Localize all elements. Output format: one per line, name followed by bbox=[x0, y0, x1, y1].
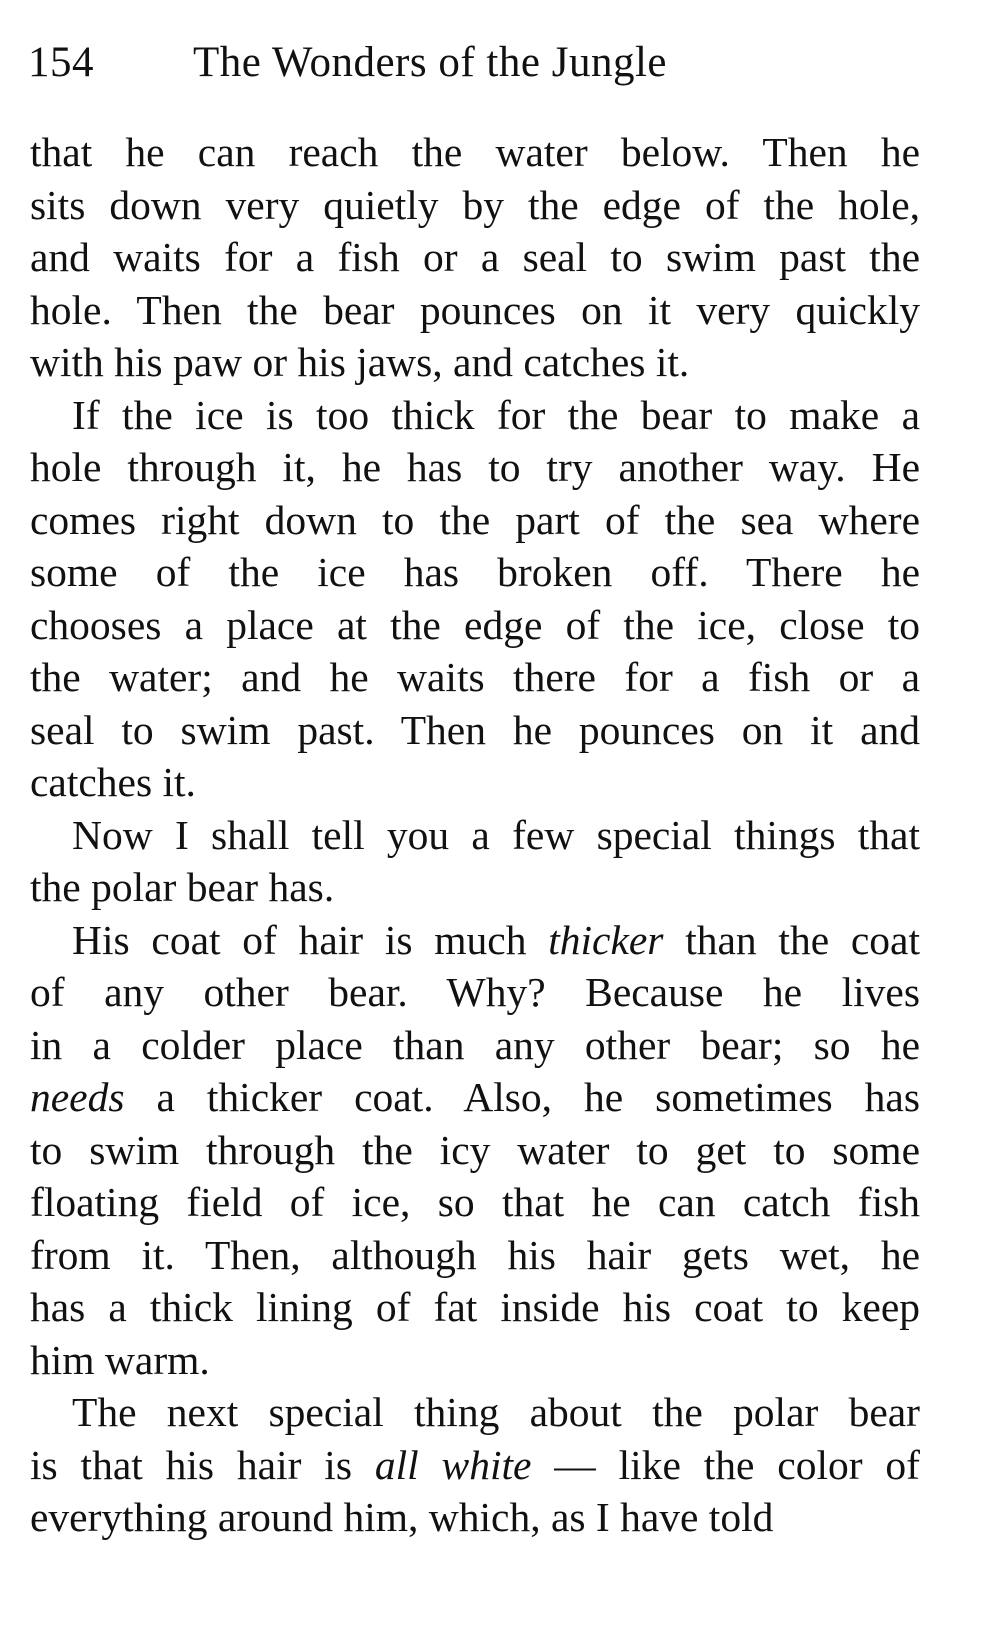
text-line: hole. Then the bear pounces on it very quickly bbox=[30, 286, 920, 333]
running-head-title: The Wonders of the Jungle bbox=[193, 39, 667, 86]
text-line: If the ice is too thick for the bear to make a bbox=[72, 391, 920, 438]
text-line: some of the ice has broken off. There he bbox=[30, 549, 920, 595]
page-number: 154 bbox=[28, 39, 94, 86]
text-line: comes right down to the part of the sea where bbox=[30, 496, 920, 543]
paragraph bbox=[30, 809, 920, 914]
text-line: catches it. bbox=[30, 759, 196, 805]
text-line: seal to swim past. Then he pounces on it and bbox=[30, 706, 920, 753]
text-line: chooses a place at the edge of the ice, close to bbox=[30, 601, 920, 648]
text-line: that he can reach the water below. Then he bbox=[30, 129, 920, 175]
text-line: floating field of ice, so that he can catch fish bbox=[30, 1179, 920, 1225]
paragraph bbox=[30, 914, 920, 1387]
text-line: of any other bear. Why? Because he lives bbox=[30, 969, 920, 1015]
text-line: the water; and he waits there for a fish or a bbox=[30, 654, 920, 700]
text-line: Now I shall tell you a few special things that bbox=[72, 811, 920, 858]
emphasis-text: all white bbox=[374, 1441, 532, 1488]
text-line: everything around him, which, as I have told bbox=[30, 1494, 774, 1540]
text-line: to swim through the icy water to get to some bbox=[30, 1126, 920, 1173]
text-line: from it. Then, although his hair gets wet, he bbox=[30, 1231, 920, 1278]
emphasis-text: needs bbox=[30, 1074, 125, 1120]
text-line: needs a thicker coat. Also, he sometimes has bbox=[30, 1074, 920, 1120]
body-text bbox=[30, 126, 920, 1544]
emphasis-text: thicker bbox=[548, 916, 664, 963]
text-line: has a thick lining of fat inside his coat to keep bbox=[30, 1284, 920, 1330]
text-line: is that his hair is all white — like the color of bbox=[30, 1441, 920, 1488]
text-line: the polar bear has. bbox=[30, 864, 335, 910]
paragraph bbox=[30, 126, 920, 389]
text-line: The next special thing about the polar bear bbox=[72, 1389, 920, 1435]
text-line: hole through it, he has to try another way. He bbox=[30, 444, 920, 490]
text-line: His coat of hair is much thicker than the coat bbox=[72, 916, 920, 963]
page-header bbox=[28, 38, 928, 98]
text-line: in a colder place than any other bear; so he bbox=[30, 1021, 920, 1068]
text-line: sits down very quietly by the edge of the hole, bbox=[30, 181, 920, 228]
text-line: with his paw or his jaws, and catches it. bbox=[30, 339, 690, 385]
text-line: and waits for a fish or a seal to swim past the bbox=[30, 234, 920, 280]
paragraph bbox=[30, 1386, 920, 1544]
text-line: him warm. bbox=[30, 1336, 210, 1383]
paragraph bbox=[30, 389, 920, 809]
